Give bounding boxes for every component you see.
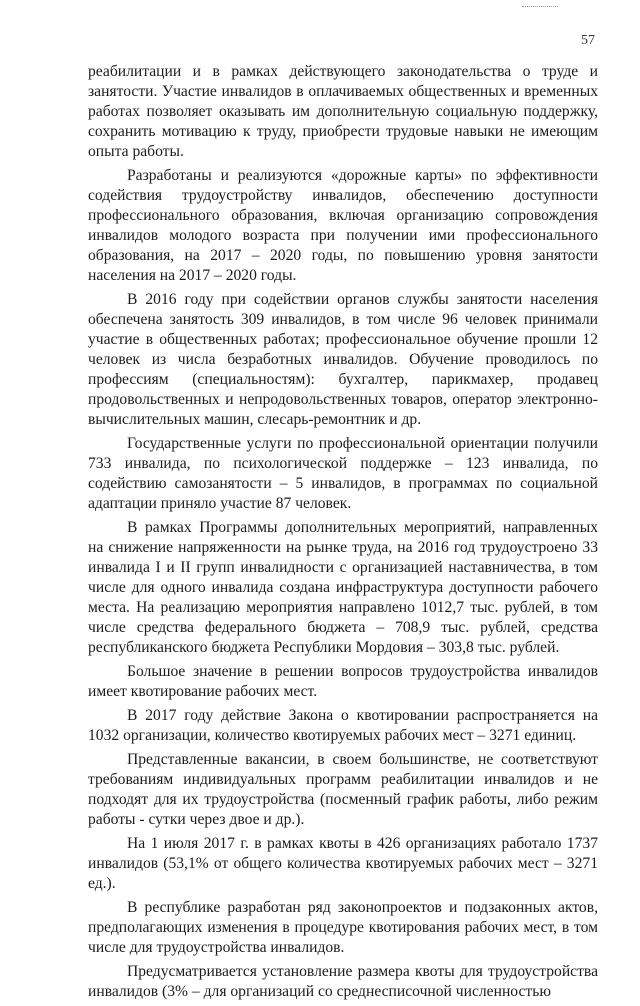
paragraph-draft-laws: В республике разработан ряд законопроектов и подзаконных актов, предполагающих изменения в процедуре квотирования рабочих мест, в том числе для трудоустройства инвалидов. bbox=[88, 899, 598, 956]
paragraph-quota-size: Предусматривается установление размера квоты для трудоустройства инвалидов (3% – для организаций со среднесписочной численностью bbox=[88, 963, 598, 1000]
paragraph-quota-importance: Большое значение в решении вопросов трудоустройства инвалидов имеет квотирование рабочих мест. bbox=[88, 663, 598, 700]
paragraph-additional-program: В рамках Программы дополнительных мероприятий, направленных на снижение напряженности на рынке труда, на 2016 год трудоустроено 33 инвалида I и II групп инвалидности с организацией наставничества, в том числе для одного инвалида создана инфраструктура доступности рабочего места. На реализацию мероприятия направлено 1012,7 тыс. рублей, в том числе средства федерального бюджета – 708,9 тыс. рублей, средства республиканского бюджета Республики Мордовия – 303,8 тыс. рублей. bbox=[88, 519, 598, 656]
paragraph-roadmaps: Разработаны и реализуются «дорожные карты» по эффективности содействия трудоустройству инвалидов, обеспечению доступности профессионального образования, включая организацию сопровождения инвалидов молодого возраста при получении ими профессионального образования, на 2017 – 2020 годы, по повышению уровня занятости населения на 2017 – 2020 годы. bbox=[88, 167, 598, 284]
paragraph-vacancies: Представленные вакансии, в своем большинстве, не соответствуют требованиям индивидуальных программ реабилитации инвалидов и не подходят для их трудоустройства (посменный график работы, либо режим работы - сутки через двое и др.). bbox=[88, 751, 598, 828]
paragraph-employment-2016: В 2016 году при содействии органов службы занятости населения обеспечена занятость 309 инвалидов, в том числе 96 человек принимали участие в общественных работах; профессиональное обучение прошли 12 человек из числа безработных инвалидов. Обучение проводилось по профессиям (специальностям): бухгалтер, парикмахер, продавец продовольственных и непродовольственных товаров, оператор электронно-вычислительных машин, слесарь-ремонтник и др. bbox=[88, 291, 598, 428]
paragraph-continuation: реабилитации и в рамках действующего законодательства о труде и занятости. Участие инвалидов в оплачиваемых общественных и временных работах позволяет оказывать им дополнительную социальную поддержку, сохранить мотивацию к труду, приобрести трудовые навыки не имеющим опыта работы. bbox=[88, 63, 598, 160]
paragraph-public-services: Государственные услуги по профессиональной ориентации получили 733 инвалида, по психологической поддержке – 123 инвалида, по содействию самозанятости – 5 инвалидов, в программах по социальной адаптации приняло участие 87 человек. bbox=[88, 435, 598, 512]
paragraph-july-2017: На 1 июля 2017 г. в рамках квоты в 426 организациях работало 1737 инвалидов (53,1% от общего количества квотируемых рабочих мест – 3271 ед.). bbox=[88, 835, 598, 892]
body-text bbox=[88, 62, 598, 1006]
paragraph-quota-law-2017: В 2017 году действие Закона о квотировании распространяется на 1032 организации, количество квотируемых рабочих мест – 3271 единиц. bbox=[88, 707, 598, 744]
page-number: 57 bbox=[581, 33, 595, 48]
scan-artifact bbox=[522, 6, 558, 9]
